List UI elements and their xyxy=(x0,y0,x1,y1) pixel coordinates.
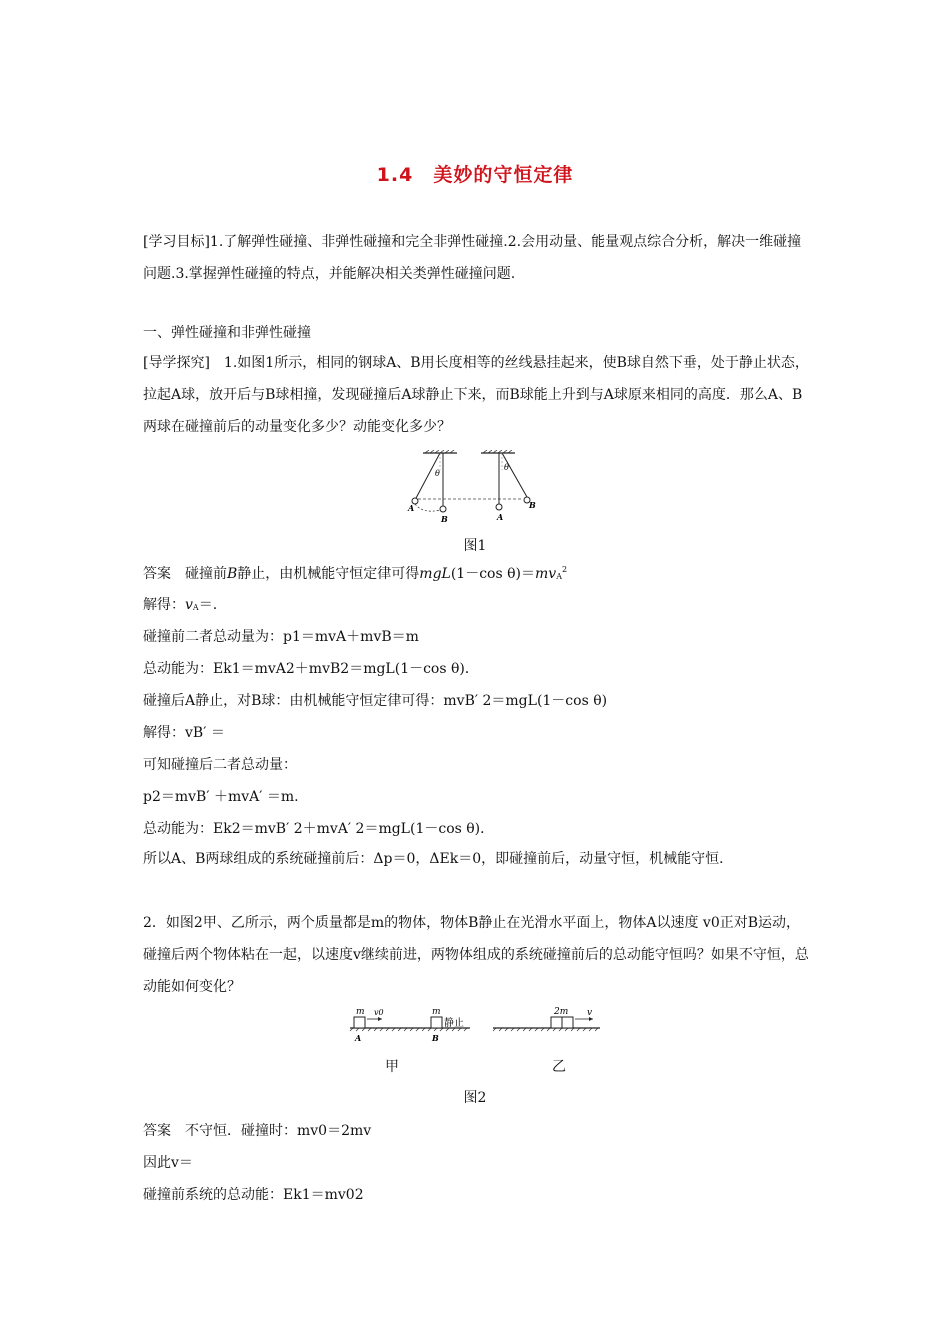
fig2-mass-a: m xyxy=(356,1007,365,1017)
figure-2-right-label: 乙 xyxy=(552,1059,566,1075)
answer-1-line-2: 解得：vA＝. xyxy=(143,597,218,613)
answer-1-line-1: 答案 碰撞前B静止，由机械能守恒定律可得mgL(1－cos θ)＝mvA$^2$ xyxy=(143,565,568,582)
fig2-rest-label: 静止 xyxy=(444,1018,464,1029)
answer-2-line-3: 碰撞前系统的总动能：Ek1＝mv02 xyxy=(143,1187,364,1203)
answer-1-line-8: p2＝mvB′ ＋mvA′ ＝m. xyxy=(143,789,299,805)
fig2-mass-2m: 2m xyxy=(554,1007,569,1017)
fig2-velocity-v0: v0 xyxy=(374,1008,384,1017)
answer-1-line-7: 可知碰撞后二者总动量： xyxy=(143,757,297,773)
figure-1-pendulums xyxy=(405,450,550,525)
answer-1-line-6: 解得：vB′ ＝ xyxy=(143,725,225,741)
fig1-label-b-right: B xyxy=(529,500,536,510)
answer-1-line-5: 碰撞后A静止，对B球：由机械能守恒定律可得：mvB′ 2＝mgL(1－cos θ) xyxy=(143,693,608,709)
answer-1-line-3: 碰撞前二者总动量为：p1＝mvA＋mvB＝m xyxy=(143,629,419,645)
answer-2-line-2: 因此v＝ xyxy=(143,1155,193,1171)
figure-1-caption: 图1 xyxy=(463,538,487,554)
figure-2-left-label: 甲 xyxy=(385,1059,399,1075)
answer-1-line-4: 总动能为：Ek1＝mvA2＋mvB2＝mgL(1－cos θ)． xyxy=(143,661,479,677)
fig1-label-a-right: A xyxy=(497,512,504,522)
fig2-label-b: B xyxy=(432,1033,439,1043)
answer-2-line-1: 答案 不守恒．碰撞时：mv0＝2mv xyxy=(143,1123,372,1139)
question-1: [导学探究] 1.如图1所示，相同的钢球A、B用长度相等的丝线悬挂起来，使B球自然下垂，处于静止状态，拉起A球，放开后与B球相撞，发现碰撞后A球静止下来，而B球能上升到与A球原来相同的高度．那么A、B两球在碰撞前后的动量变化多少？动能变化多少？ xyxy=(143,355,809,435)
fig2-label-a: A xyxy=(355,1033,362,1043)
question-2: 2．如图2甲、乙所示，两个质量都是m的物体，物体B静止在光滑水平面上，物体A以速度 v0正对B运动，碰撞后两个物体粘在一起，以速度v继续前进，两物体组成的系统碰撞前后的总动能守恒吗？如果不守恒，总动能如何变化？ xyxy=(143,915,809,995)
fig1-theta-label-right: θ xyxy=(504,463,509,472)
fig1-label-a-left: A xyxy=(408,503,415,513)
figure-2-caption: 图2 xyxy=(463,1090,487,1106)
fig1-label-b-left: B xyxy=(441,514,448,524)
fig2-mass-b: m xyxy=(432,1007,441,1017)
learning-objectives: [学习目标]1.了解弹性碰撞、非弹性碰撞和完全非弹性碰撞.2.会用动量、能量观点综合分析，解决一维碰撞问题.3.掌握弹性碰撞的特点，并能解决相关类弹性碰撞问题. xyxy=(143,234,802,282)
fig1-theta-label: θ xyxy=(435,469,440,478)
answer-1-line-9: 总动能为：Ek2＝mvB′ 2＋mvA′ 2＝mgL(1－cos θ)． xyxy=(143,821,495,837)
page-title: 1.4 美妙的守恒定律 xyxy=(376,164,574,186)
fig2-velocity-v: v xyxy=(587,1008,593,1018)
section-heading: 一、弹性碰撞和非弹性碰撞 xyxy=(143,325,311,341)
answer-1-conclusion: 所以A、B两球组成的系统碰撞前后：Δp＝0，ΔEk＝0，即碰撞前后，动量守恒，机械能守恒． xyxy=(143,851,734,867)
figure-2-blocks xyxy=(345,1003,605,1048)
